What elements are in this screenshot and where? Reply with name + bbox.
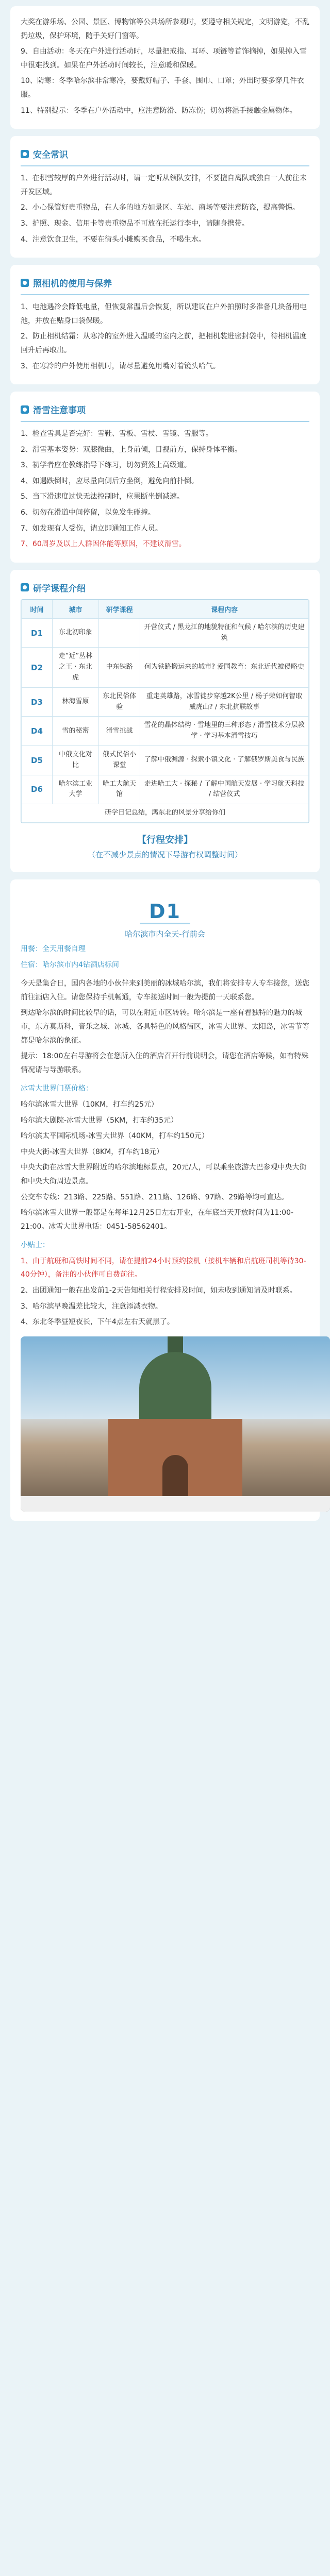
safety-item: 4、注意饮食卫生，不要在街头小摊购买食品，不喝生水。	[21, 235, 206, 244]
safety-item: 1、在积雪较厚的户外进行活动时，请一定听从领队安排，不要擅自离队或独自一人前往未开发区域。	[21, 174, 307, 196]
day1-card	[10, 879, 320, 1521]
table-cell-course: 滑雪挑战	[99, 717, 140, 746]
itinerary-subtitle: （在不减少景点的情况下导游有权调整时间）	[87, 850, 242, 859]
table-cell-content: 雪花的晶体结构 · 雪地里的三种形态 / 滑雪技术分层教学 · 学习基本滑雪技巧	[140, 717, 309, 746]
table-cell-city: 雪的秘密	[53, 717, 99, 746]
day-badge	[21, 900, 309, 939]
transport-line: 哈尔滨太平国际机场-冰雪大世界（40KM，打车约150元）	[21, 1132, 209, 1141]
camera-card	[10, 265, 320, 384]
day-paragraph: 到达哈尔滨的时间比较早的话，可以在附近市区转转。哈尔滨是一座有着独特的魅力的城市，东方莫斯科，音乐之城、冰城、各具特色的风格街区，冰雪大世界、太阳岛，冰雪节等都是哈尔滨的象征。	[21, 1009, 309, 1045]
tip-item: 2、出团通知一般在出发前1-2天告知相关行程安排及时间，如未收到通知请及时联系。	[21, 1286, 297, 1295]
safety-item: 2、小心保管好贵重物品，在人多的地方如景区、车站、商场等要注意防盗，提高警惕。	[21, 204, 300, 212]
table-cell-course: 中东铁路	[99, 648, 140, 687]
section-marker-icon	[21, 583, 29, 591]
section-title: 研学课程介绍	[33, 583, 86, 594]
table-cell-city: 中俄文化对比	[53, 746, 99, 775]
intro-card	[10, 6, 320, 129]
section-title: 安全常识	[33, 150, 68, 161]
table-cell-day: D5	[22, 746, 53, 775]
safety-card	[10, 136, 320, 258]
intro-paragraph: 10、防寒：冬季哈尔滨非常寒冷，要戴好帽子、手套、围巾、口罩；外出时要多穿几件衣服。	[21, 77, 304, 99]
ski-item: 1、检查雪具是否完好：雪鞋、雪板、雪杖、雪镜、雪服等。	[21, 430, 213, 438]
table-cell-day: D3	[22, 687, 53, 717]
transport-line: 哈尔滨大剧院-冰雪大世界（5KM，打车约35元）	[21, 1116, 178, 1125]
tips-title: 小贴士：	[21, 1241, 50, 1250]
transport-line: 哈尔滨冰雪大世界一般都是在每年12月25日左右开业，在年底当天开放时间为11:00-21:00。冰雪大世界电话：0451-58562401。	[21, 1209, 294, 1231]
day-meta	[21, 942, 309, 972]
transport-info	[21, 1082, 309, 1233]
table-header: 时间	[22, 600, 53, 618]
table-cell-course	[99, 618, 140, 648]
section-marker-icon	[21, 405, 29, 414]
table-cell-city: 东北初印象	[53, 618, 99, 648]
day-paragraph: 今天是集合日，国内各地的小伙伴来到美丽的冰城哈尔滨，我们将安排专人专车接您，送您前往酒店入住。请您保持手机畅通，专车接送时间一般为提前一天联系您。	[21, 979, 309, 1002]
table-cell-day: D6	[22, 775, 53, 804]
day-paragraph: 提示：18:00左右导游将会在您所入住的酒店召开行前说明会，请您在酒店等候，如有特殊情况请与导游联系。	[21, 1052, 309, 1074]
meal-info: 用餐：全天用餐自理	[21, 945, 86, 953]
section-header	[21, 276, 309, 289]
transport-line: 哈尔滨冰雪大世界（10KM，打车约25元）	[21, 1100, 158, 1109]
transport-line: 冰雪大世界门票价格：	[21, 1084, 93, 1093]
section-header	[21, 403, 309, 416]
table-row	[22, 687, 309, 717]
section-marker-icon	[21, 150, 29, 158]
hotel-info: 住宿：哈尔滨市内4钻酒店标间	[21, 960, 119, 969]
table-cell-city: 林海雪原	[53, 687, 99, 717]
table-header: 课程内容	[140, 600, 309, 618]
table-cell-course: 东北民俗体验	[99, 687, 140, 717]
intro-paragraph: 9、自由活动：冬天在户外进行活动时，尽量把戒指、耳环、项链等首饰摘掉，如果掉入雪中很难找到。如果在户外活动时间较长，注意暖和保暖。	[21, 47, 307, 70]
ski-item: 6、切勿在滑道中间停留，以免发生碰撞。	[21, 509, 155, 517]
section-header	[21, 147, 309, 160]
section-title: 照相机的使用与保养	[33, 279, 112, 290]
day-body	[21, 977, 309, 1077]
section-title: 滑雪注意事项	[33, 405, 86, 416]
ski-item: 7、如发现有人受伤，请立即通知工作人员。	[21, 524, 162, 533]
table-cell-content: 何为铁路搬运来的城市? 爱国教育：东北近代被侵略史	[140, 648, 309, 687]
tips	[21, 1239, 309, 1329]
ski-item: 3、初学者应在教练指导下练习，切勿贸然上高级道。	[21, 461, 191, 470]
table-header: 研学课程	[99, 600, 140, 618]
table-row	[22, 717, 309, 746]
day-number: D1	[140, 900, 190, 924]
camera-item: 2、防止相机结霜：从寒冷的室外进入温暖的室内之前，把相机装进密封袋中，待相机温度回升后再取出。	[21, 332, 307, 354]
ski-item: 2、滑雪基本姿势：双膝微曲，上身前倾，目视前方，保持身体平衡。	[21, 445, 242, 454]
table-cell-content: 重走英雄路，冰雪徒步穿越2K公里 / 杨子荣如何智取威虎山? / 东北抗联故事	[140, 687, 309, 717]
itinerary-title: 【行程安排】	[137, 835, 193, 845]
tip-highlight: 1、由于航班和高铁时间不同，请在提前24小时预约接机（接机车辆和启航班司机等待30-40分钟），备注的小伙伴可自费前往。	[21, 1257, 306, 1279]
divider	[21, 421, 309, 422]
table-cell-city: 走“近”丛林之王 · 东北虎	[53, 648, 99, 687]
day-subtitle: 哈尔滨市内全天-行前会	[125, 929, 205, 939]
table-row	[22, 775, 309, 804]
table-row	[22, 648, 309, 687]
tip-item: 4、东北冬季昼短夜长，下午4点左右天就黑了。	[21, 1318, 174, 1327]
safety-item: 3、护照、现金、信用卡等贵重物品不可放在托运行李中，请随身携带。	[21, 219, 249, 228]
ski-item: 5、当下滑速度过快无法控制时，应果断坐倒减速。	[21, 493, 184, 501]
table-cell-city: 哈尔滨工业大学	[53, 775, 99, 804]
intro-paragraph: 大奖在游乐场、公园、景区、博物馆等公共场所参观时，要遵守相关规定，文明游览，不乱扔垃圾，保护环境，随手关好门窗等。	[21, 18, 309, 40]
table-cell-content: 了解中俄渊源 · 探索小镇文化 · 了解俄罗斯美食与民族	[140, 746, 309, 775]
divider	[21, 165, 309, 166]
ski-warning: 7、60周岁及以上人群因体能等原因，不建议滑雪。	[21, 540, 186, 549]
cathedral-photo	[21, 1336, 330, 1512]
ski-item: 4、如遇跌倒时，应尽量向侧后方坐倒，避免向前扑倒。	[21, 477, 199, 485]
course-card	[10, 570, 320, 872]
course-table	[21, 599, 309, 823]
divider	[21, 294, 309, 295]
table-row	[22, 618, 309, 648]
section-header	[21, 581, 309, 594]
table-cell-day: D2	[22, 648, 53, 687]
transport-line: 公交车专线：213路、225路、551路、211路、126路、97路、29路等均可直达。	[21, 1193, 289, 1201]
table-row	[22, 746, 309, 775]
camera-item: 1、电池遇冷会降低电量，但恢复常温后会恢复，所以建议在户外拍照时多准备几块备用电池，并放在贴身口袋保暖。	[21, 303, 307, 325]
table-footer: 研学日记总结，鸿东北的风景分享给你们	[22, 804, 309, 823]
table-cell-content: 开营仪式 / 黑龙江的地貌特征和气候 / 哈尔滨的历史建筑	[140, 618, 309, 648]
table-cell-course: 哈工大航天馆	[99, 775, 140, 804]
table-cell-day: D1	[22, 618, 53, 648]
camera-item: 3、在寒冷的户外使用相机时，请尽量避免用嘴对着镜头哈气。	[21, 362, 220, 370]
table-header: 城市	[53, 600, 99, 618]
transport-line: 中央大街-冰雪大世界（8KM，打车约18元）	[21, 1147, 164, 1156]
section-marker-icon	[21, 279, 29, 287]
table-cell-content: 走进哈工大 · 探秘 / 了解中国航天发展 · 学习航天科技 / 结营仪式	[140, 775, 309, 804]
table-cell-day: D4	[22, 717, 53, 746]
intro-paragraph: 11、特别提示：冬季在户外活动中，应注意防滑、防冻伤；切勿将湿手接触金属物体。	[21, 106, 297, 115]
tip-item: 3、哈尔滨早晚温差比较大，注意添减衣物。	[21, 1302, 162, 1311]
table-cell-course: 俄式民俗小课堂	[99, 746, 140, 775]
table-row	[22, 804, 309, 823]
itinerary-header	[21, 833, 309, 860]
transport-line: 中央大街在冰雪大世界附近的哈尔滨地标景点，20元/人，可以乘坐旅游大巴参观中央大街和中央大街周边景点。	[21, 1163, 307, 1185]
ski-card	[10, 392, 320, 563]
